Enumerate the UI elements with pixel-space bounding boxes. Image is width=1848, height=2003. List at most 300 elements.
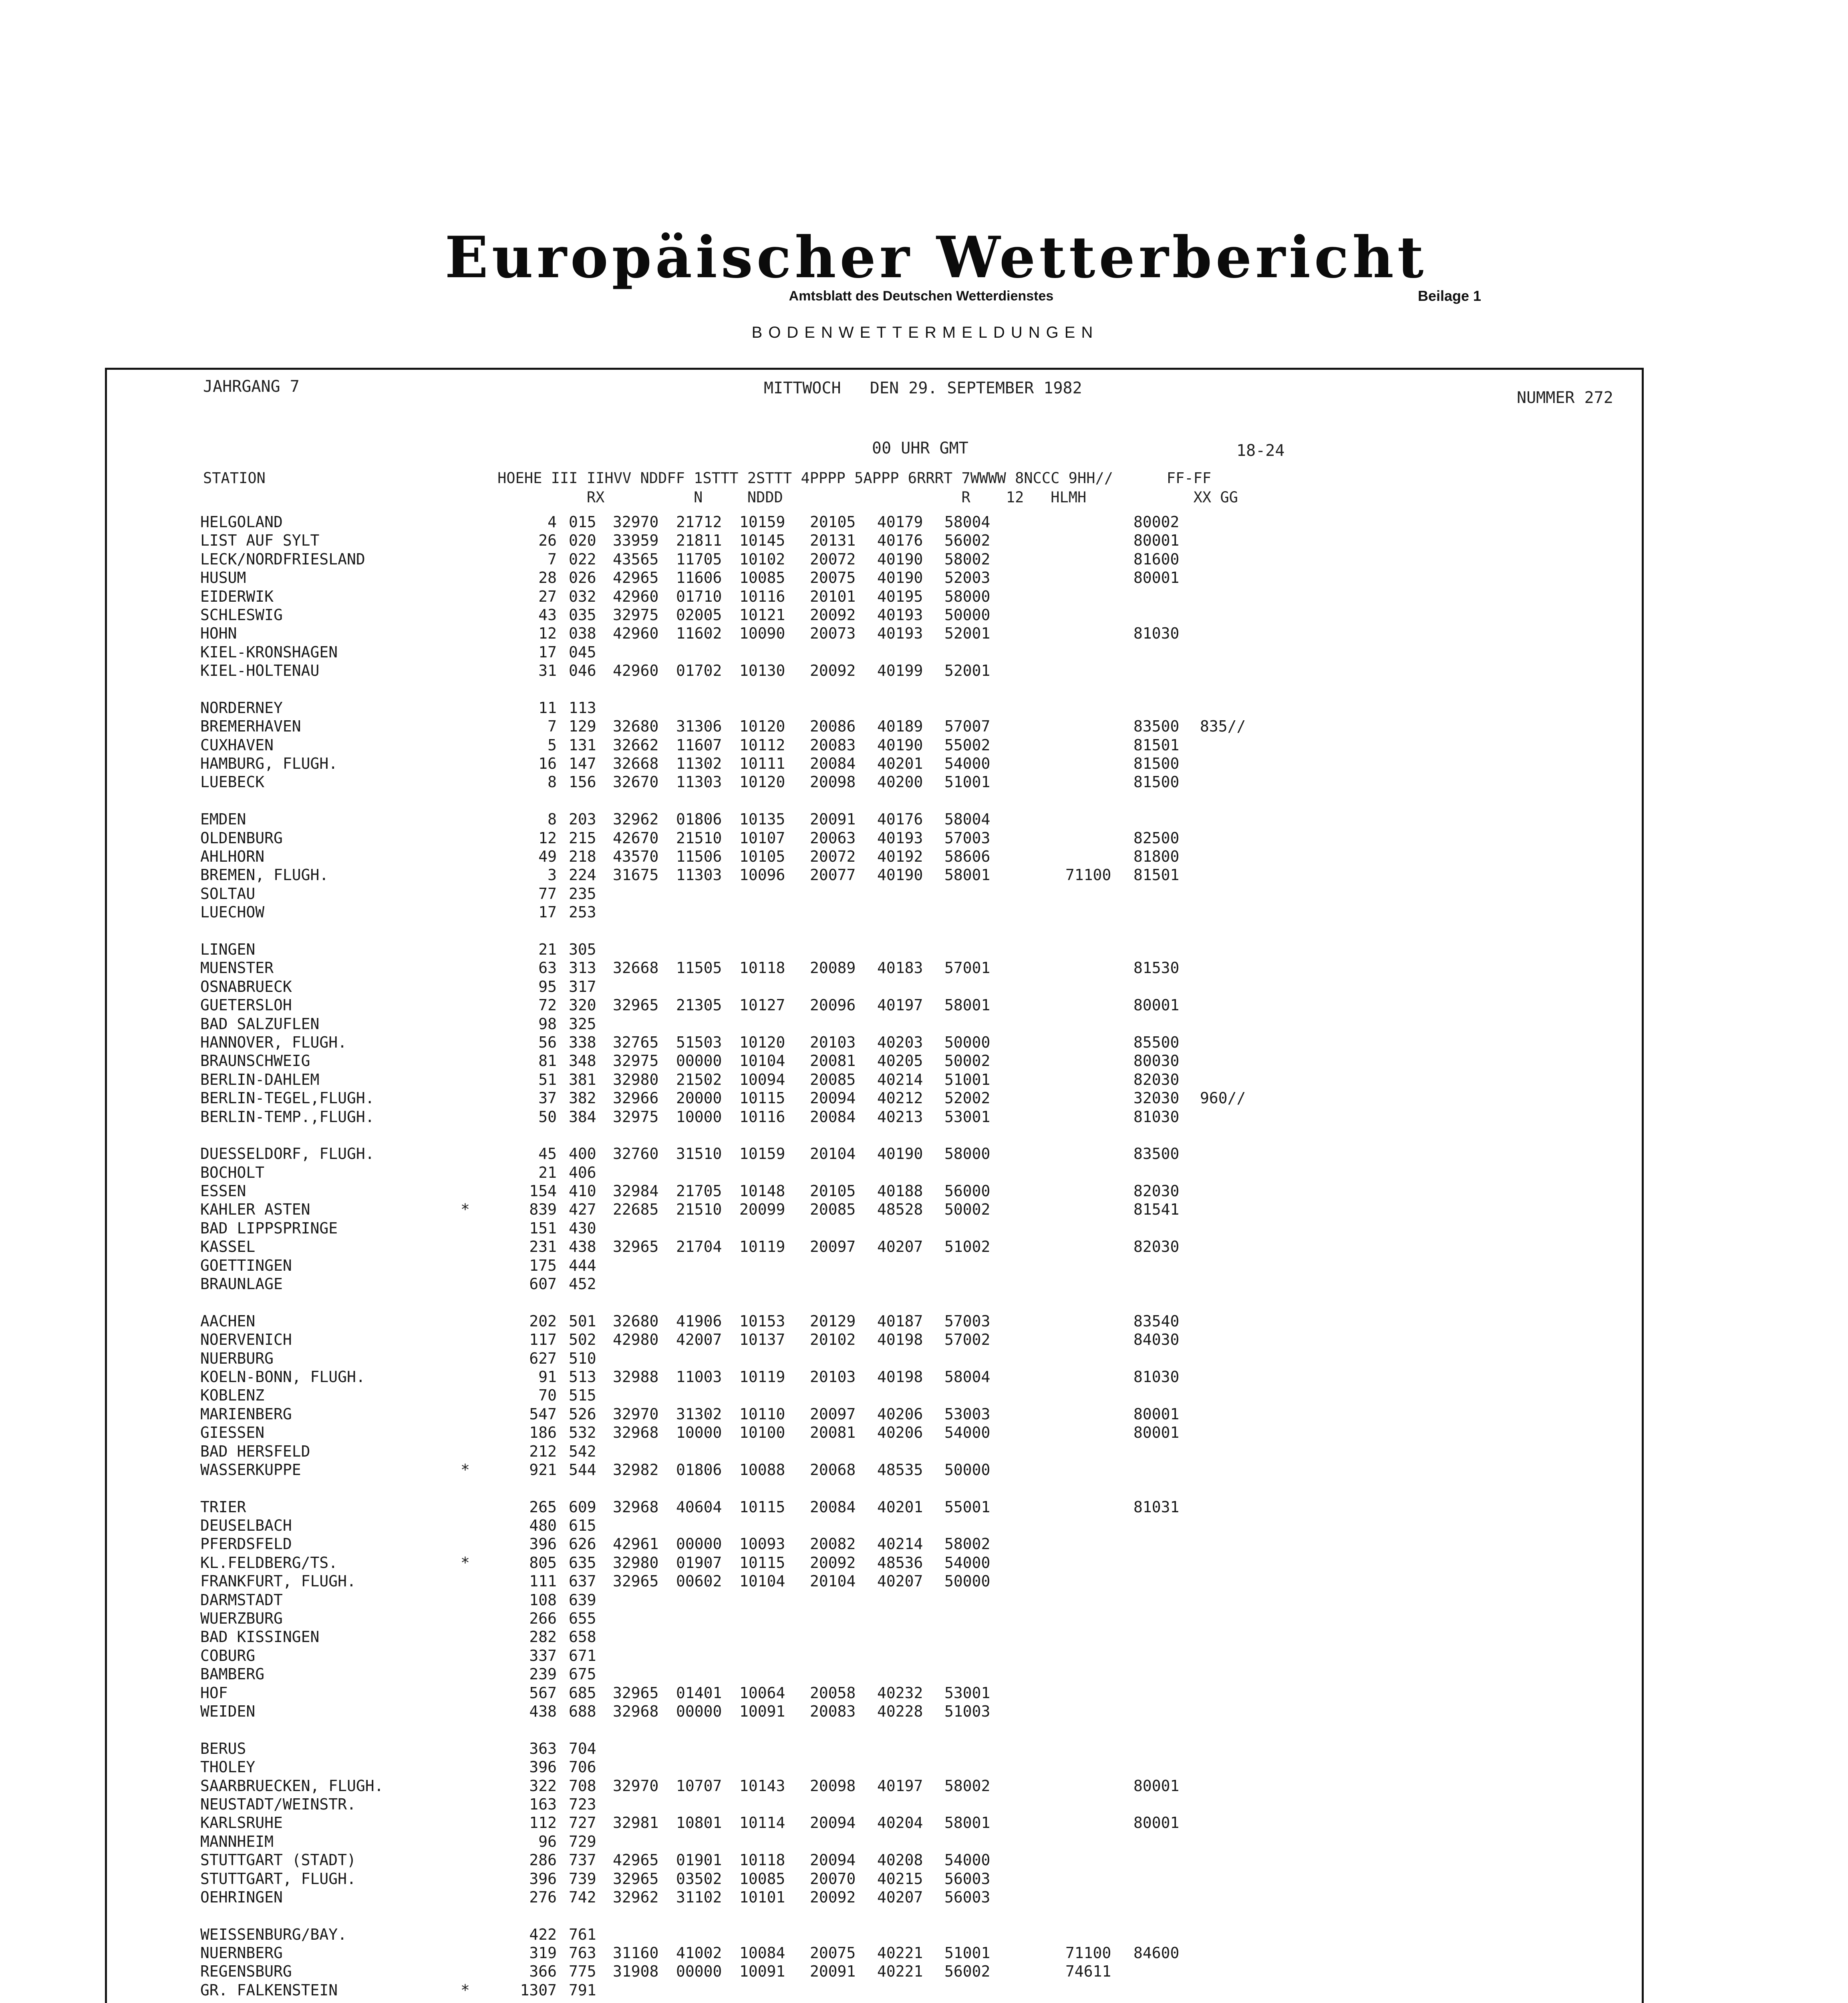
station-number: 544 [569,1461,596,1479]
data-group: 40193 [877,829,923,847]
table-row [80,1554,1242,1572]
data-group: 32965 [613,1684,659,1702]
station-number: 156 [569,773,596,791]
data-group: 51001 [944,1944,990,1962]
station-height: 627 [529,1349,557,1367]
data-group: 40206 [877,1424,923,1442]
station-number: 305 [569,940,596,958]
station-height: 21 [538,940,557,958]
station-number: 501 [569,1312,596,1330]
data-group: 32982 [613,1461,659,1479]
data-group: 22685 [613,1201,659,1219]
data-group: 42670 [613,829,659,847]
data-group: 40200 [877,773,923,791]
data-group: 32968 [613,1498,659,1516]
data-group: 57003 [944,1312,990,1330]
table-row [80,1777,1242,1795]
data-group: 31908 [613,1963,659,1981]
station-height: 1307 [520,1981,557,1999]
station-name: BERUS [200,1739,246,1757]
table-row [80,1684,1242,1702]
station-height: 266 [529,1610,557,1628]
data-group: 20129 [810,1312,856,1330]
data-group: 55001 [944,1498,990,1516]
station-name: HELGOLAND [200,513,283,531]
data-group: 10118 [739,959,785,977]
station-number: 215 [569,829,596,847]
station-number: 129 [569,717,596,736]
data-group: 32970 [613,513,659,531]
data-group: 81500 [1133,773,1180,791]
data-group: 32970 [613,1777,659,1795]
data-group: 32668 [613,755,659,773]
data-group: 00000 [676,1963,722,1981]
data-group: 32662 [613,736,659,754]
station-number: 639 [569,1591,596,1609]
data-group: 20101 [810,587,856,605]
table-row [80,1925,1242,1944]
data-group: 32668 [613,959,659,977]
data-group: 10090 [739,625,785,643]
station-height: 322 [529,1777,557,1795]
station-name: SAARBRUECKEN, FLUGH. [200,1777,384,1795]
data-group: 40183 [877,959,923,977]
data-group: 10115 [739,1554,785,1572]
row-spacer [80,1999,1242,2003]
data-group: 10094 [739,1070,785,1088]
station-number: 046 [569,662,596,680]
data-group: 31302 [676,1405,722,1423]
data-group: 40197 [877,1777,923,1795]
row-spacer [80,792,1242,810]
station-height: 7 [548,717,557,736]
data-group: 20131 [810,532,856,550]
station-number: 045 [569,643,596,661]
station-height: 567 [529,1684,557,1702]
station-height: 396 [529,1535,557,1553]
data-group: 20092 [810,662,856,680]
station-number: 035 [569,606,596,624]
data-group: 20094 [810,1089,856,1107]
data-group: 80001 [1133,996,1180,1014]
station-number: 737 [569,1851,596,1869]
station-number: 382 [569,1089,596,1107]
data-group: 40176 [877,810,923,828]
data-group: 01907 [676,1554,722,1572]
table-row [80,1870,1242,1888]
station-height: 43 [538,606,557,624]
data-group: 11505 [676,959,722,977]
station-number: 444 [569,1256,596,1274]
data-group: 20077 [810,866,856,884]
station-number: 020 [569,532,596,550]
station-name: BOCHOLT [200,1163,265,1181]
data-group: 31160 [613,1944,659,1962]
data-group: 40193 [877,625,923,643]
data-group: 20084 [810,755,856,773]
station-height: 202 [529,1312,557,1330]
data-group: 20096 [810,996,856,1014]
data-group: 02005 [676,606,722,624]
data-group: 58004 [944,810,990,828]
data-group: 40208 [877,1851,923,1869]
data-group: 32970 [613,1405,659,1423]
table-row [80,1814,1242,1832]
table-row [80,1442,1242,1461]
data-group: 10093 [739,1535,785,1553]
data-group: 01806 [676,810,722,828]
station-name: NUERNBERG [200,1944,283,1962]
station-height: 111 [529,1572,557,1590]
row-spacer [80,1479,1242,1497]
station-number: 637 [569,1572,596,1590]
station-name: GUETERSLOH [200,996,292,1014]
station-height: 117 [529,1331,557,1349]
data-group: 40190 [877,866,923,884]
table-row [80,1832,1242,1851]
station-name: WEIDEN [200,1703,256,1720]
station-number: 513 [569,1368,596,1386]
data-group: 81501 [1133,866,1180,884]
data-group: 20104 [810,1572,856,1590]
data-group: 31675 [613,866,659,884]
data-group: 80030 [1133,1052,1180,1070]
data-group: 82500 [1133,829,1180,847]
report-subtitle: Amtsblatt des Deutschen Wetterdienstes [789,288,1054,304]
data-group: 31306 [676,717,722,736]
data-group: 58001 [944,866,990,884]
station-name: FRANKFURT, FLUGH. [200,1572,356,1590]
station-number: 723 [569,1795,596,1813]
table-row [80,606,1242,624]
data-group: 48536 [877,1554,923,1572]
data-group: 835// [1200,717,1246,736]
data-group: 53001 [944,1684,990,1702]
table-row [80,699,1242,717]
data-group: 10121 [739,606,785,624]
data-group: 42961 [613,1535,659,1553]
table-row [80,940,1242,959]
table-row [80,568,1242,587]
station-number: 502 [569,1331,596,1349]
data-group: 83540 [1133,1312,1180,1330]
station-name: DEUSELBACH [200,1517,292,1535]
data-group: 54000 [944,1424,990,1442]
station-number: 338 [569,1033,596,1051]
data-group: 20000 [676,1089,722,1107]
station-name: BREMEN, FLUGH. [200,866,329,884]
station-number: 727 [569,1814,596,1832]
data-group: 10107 [739,829,785,847]
data-group: 10115 [739,1089,785,1107]
row-spacer [80,922,1242,940]
station-name: HUSUM [200,569,246,587]
data-group: 10101 [739,1888,785,1906]
data-group: 20081 [810,1424,856,1442]
data-group: 20089 [810,959,856,977]
data-group: 10091 [739,1703,785,1720]
data-group: 82030 [1133,1238,1180,1256]
data-group: 40207 [877,1572,923,1590]
station-number: 609 [569,1498,596,1516]
table-row [80,1349,1242,1368]
nummer-label: NUMMER 272 [1517,389,1613,407]
row-spacer [80,680,1242,699]
station-number: 739 [569,1870,596,1888]
data-group: 40212 [877,1089,923,1107]
data-group: 40604 [676,1498,722,1516]
station-height: 37 [538,1089,557,1107]
data-group: 20092 [810,1888,856,1906]
data-group: 32975 [613,1108,659,1126]
data-group: 01710 [676,587,722,605]
table-row [80,624,1242,643]
data-group: 40190 [877,550,923,568]
station-number: 658 [569,1628,596,1646]
data-group: 10143 [739,1777,785,1795]
station-name: SOLTAU [200,885,256,903]
data-group: 58001 [944,1814,990,1832]
data-group: 58002 [944,1535,990,1553]
data-group: 32680 [613,1312,659,1330]
data-group: 40206 [877,1405,923,1423]
station-name: DUESSELDORF, FLUGH. [200,1145,374,1163]
data-group: 41906 [676,1312,722,1330]
data-group: 58606 [944,848,990,866]
data-group: 10111 [739,755,785,773]
station-number: 655 [569,1610,596,1628]
data-group: 81800 [1133,848,1180,866]
data-group: 40189 [877,717,923,736]
station-number: 325 [569,1015,596,1033]
data-group: 10120 [739,773,785,791]
data-group: 11705 [676,550,722,568]
table-row [80,1145,1242,1163]
data-group: 20103 [810,1368,856,1386]
station-number: 384 [569,1108,596,1126]
data-group: 10091 [739,1963,785,1981]
station-name: BAD LIPPSPRINGE [200,1219,338,1237]
station-number: 400 [569,1145,596,1163]
data-group: 40214 [877,1535,923,1553]
station-number: 410 [569,1182,596,1200]
station-name: LIST AUF SYLT [200,532,320,550]
data-group: 83500 [1133,1145,1180,1163]
station-height: 108 [529,1591,557,1609]
data-group: 10102 [739,550,785,568]
data-group: 20105 [810,1182,856,1200]
data-group: 00602 [676,1572,722,1590]
station-height: 212 [529,1442,557,1460]
data-group: 51002 [944,1238,990,1256]
data-group: 40188 [877,1182,923,1200]
data-group: 10119 [739,1238,785,1256]
station-height: 282 [529,1628,557,1646]
data-group: 20070 [810,1870,856,1888]
data-group: 32981 [613,1814,659,1832]
station-height: 72 [538,996,557,1014]
data-group: 40204 [877,1814,923,1832]
data-group: 10100 [739,1424,785,1442]
data-group: 32980 [613,1070,659,1088]
station-name: KAHLER ASTEN [200,1201,310,1219]
station-number: 317 [569,977,596,995]
data-group: 01401 [676,1684,722,1702]
data-group: 58000 [944,587,990,605]
data-group: 32962 [613,810,659,828]
date-label: MITTWOCH DEN 29. SEPTEMBER 1982 [764,379,1082,397]
station-name: MARIENBERG [200,1405,292,1423]
data-group: 20058 [810,1684,856,1702]
data-group: 20094 [810,1851,856,1869]
data-group: 56000 [944,1182,990,1200]
data-group: 11602 [676,625,722,643]
data-group: 80001 [1133,1814,1180,1832]
data-group: 10064 [739,1684,785,1702]
table-row [80,754,1242,773]
row-spacer [80,1906,1242,1925]
station-name: THOLEY [200,1758,256,1776]
station-height: 265 [529,1498,557,1516]
data-group: 82030 [1133,1182,1180,1200]
data-group: 21510 [676,829,722,847]
station-height: 547 [529,1405,557,1423]
data-group: 20099 [739,1201,785,1219]
data-group: 20083 [810,736,856,754]
data-group: 21510 [676,1201,722,1219]
table-row [80,1739,1242,1758]
table-row [80,587,1242,606]
data-group: 42965 [613,569,659,587]
data-group: 56003 [944,1888,990,1906]
data-group: 20091 [810,1963,856,1981]
data-group: 10120 [739,717,785,736]
station-name: WASSERKUPPE [200,1461,301,1479]
station-height: 12 [538,625,557,643]
station-height: 276 [529,1888,557,1906]
data-group: 40232 [877,1684,923,1702]
table-row [80,959,1242,977]
station-name: COBURG [200,1646,256,1664]
station-number: 775 [569,1963,596,1981]
data-group: 20063 [810,829,856,847]
station-height: 8 [548,810,557,828]
data-group: 20085 [810,1070,856,1088]
data-group: 53001 [944,1108,990,1126]
table-row [80,1108,1242,1126]
station-name: HOHN [200,625,237,643]
station-number: 635 [569,1554,596,1572]
table-row [80,1033,1242,1052]
data-group: 10104 [739,1052,785,1070]
station-number: 147 [569,755,596,773]
table-row [80,810,1242,828]
station-height: 16 [538,755,557,773]
station-name: STUTTGART (STADT) [200,1851,356,1869]
data-group: 40187 [877,1312,923,1330]
data-group: 10114 [739,1814,785,1832]
station-height: 56 [538,1033,557,1051]
station-height: 839 [529,1201,557,1219]
data-group: 57003 [944,829,990,847]
column-header-line1: STATION HOEHE III IIHVV NDDFF 1STTT 2STTT 4PPPP 5APPP 6RRRT 7WWWW 8NCCC 9HH// FF-FF [203,470,1212,487]
data-group: 20084 [810,1498,856,1516]
station-number: 706 [569,1758,596,1776]
data-group: 83500 [1133,717,1180,736]
table-row [80,1275,1242,1293]
station-number: 542 [569,1442,596,1460]
station-number: 510 [569,1349,596,1367]
table-row [80,1795,1242,1814]
station-number: 430 [569,1219,596,1237]
data-group: 10130 [739,662,785,680]
data-group: 01702 [676,662,722,680]
table-row [80,736,1242,754]
data-group: 81030 [1133,1108,1180,1126]
station-height: 163 [529,1795,557,1813]
station-name: MUENSTER [200,959,274,977]
station-height: 3 [548,866,557,884]
data-group: 20085 [810,1201,856,1219]
station-height: 363 [529,1739,557,1757]
station-name: AACHEN [200,1312,256,1330]
data-group: 10153 [739,1312,785,1330]
station-number: 032 [569,587,596,605]
column-header-line2: RX N NDDD R 12 HLMH XX GG [203,489,1238,506]
station-number: 791 [569,1981,596,1999]
data-group: 82030 [1133,1070,1180,1088]
data-group: 41002 [676,1944,722,1962]
station-height: 396 [529,1870,557,1888]
station-number: 313 [569,959,596,977]
station-name: OSNABRUECK [200,977,292,995]
data-group: 20083 [810,1703,856,1720]
data-group: 10116 [739,1108,785,1126]
data-group: 20084 [810,1108,856,1126]
data-group: 20086 [810,717,856,736]
data-group: 57002 [944,1331,990,1349]
station-name: EIDERWIK [200,587,274,605]
station-height: 422 [529,1925,557,1943]
data-group: 40190 [877,736,923,754]
data-group: 58002 [944,550,990,568]
row-spacer [80,1293,1242,1312]
station-name: LINGEN [200,940,256,958]
station-name: EMDEN [200,810,246,828]
time-range-label: 18-24 [1236,441,1285,460]
data-group: 53003 [944,1405,990,1423]
data-group: 80002 [1133,513,1180,531]
station-name: CUXHAVEN [200,736,274,754]
data-group: 20098 [810,1777,856,1795]
data-group: 52002 [944,1089,990,1107]
station-number: 763 [569,1944,596,1962]
data-group: 32965 [613,1572,659,1590]
station-name: STUTTGART, FLUGH. [200,1870,356,1888]
table-row [80,1405,1242,1423]
data-group: 40193 [877,606,923,624]
station-name: BERLIN-TEGEL,FLUGH. [200,1089,374,1107]
station-number: 526 [569,1405,596,1423]
data-group: 50000 [944,1461,990,1479]
station-height: 607 [529,1275,557,1293]
station-name: GIESSEN [200,1424,265,1442]
data-group: 10084 [739,1944,785,1962]
data-group: 40214 [877,1070,923,1088]
station-height: 7 [548,550,557,568]
data-group: 11303 [676,773,722,791]
data-group: 32962 [613,1888,659,1906]
